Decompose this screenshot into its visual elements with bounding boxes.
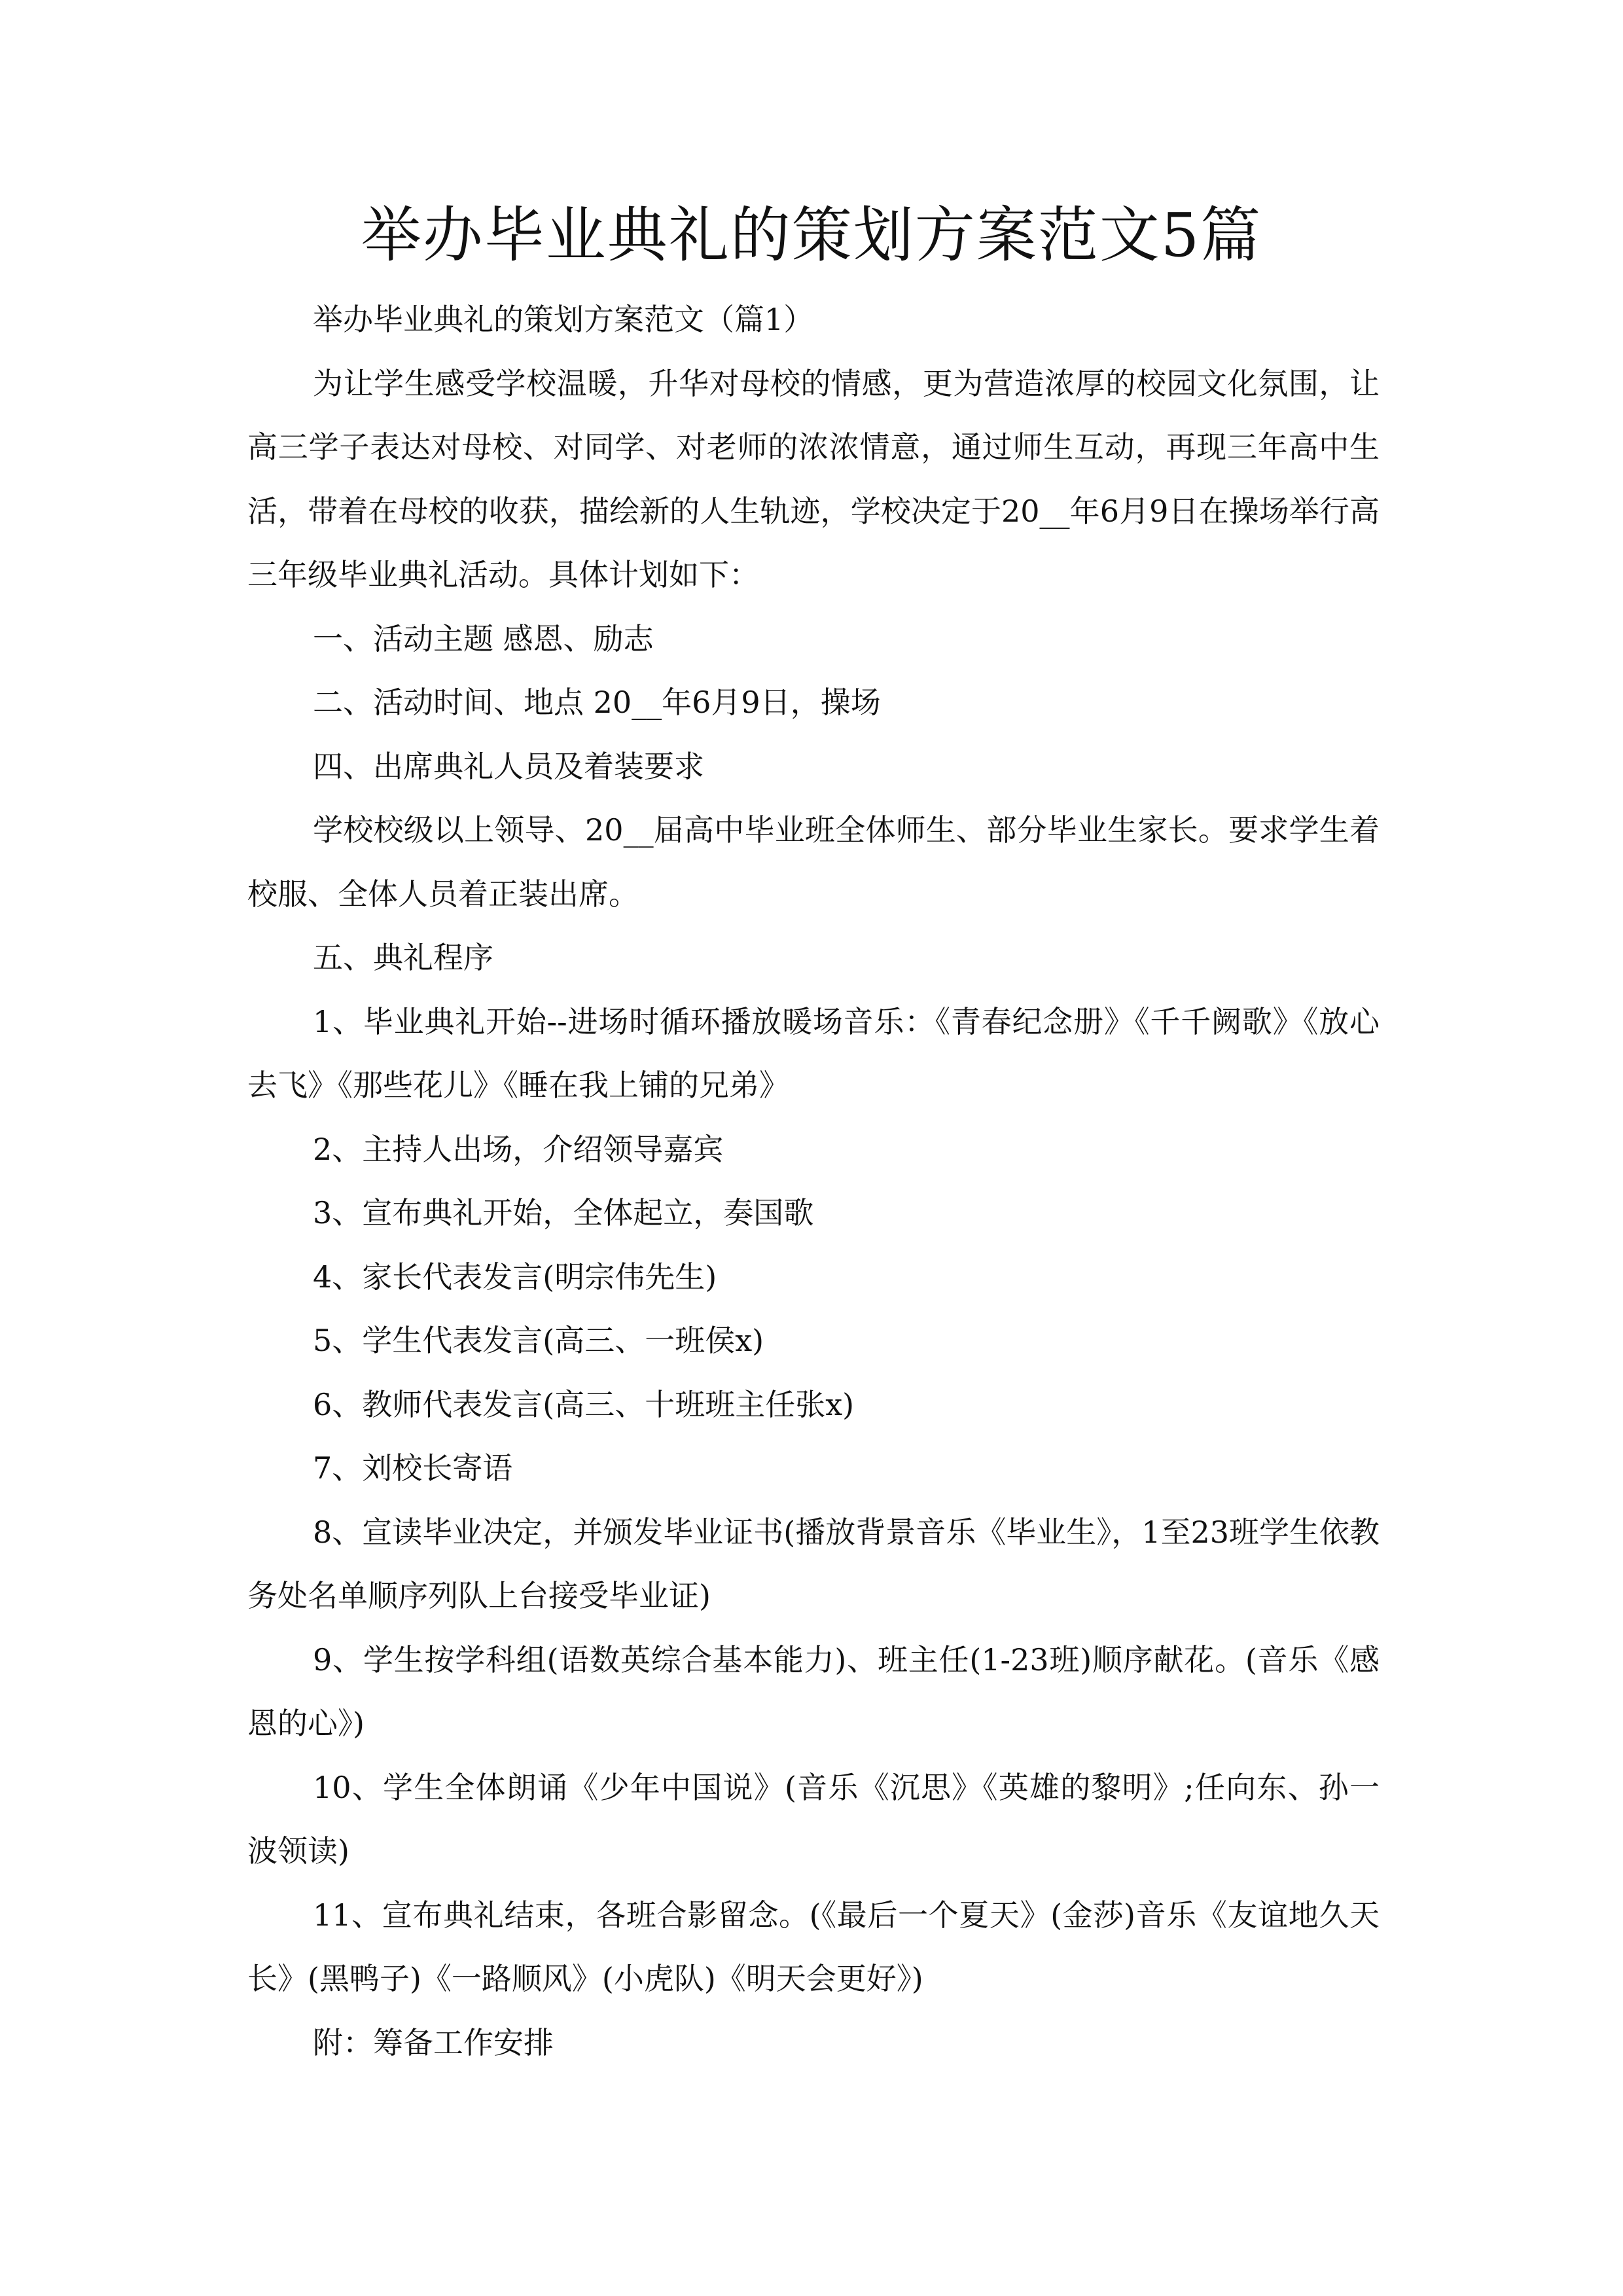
- procedure-item: 11、宣布典礼结束，各班合影留念。(《最后一个夏天》(金莎)音乐《友谊地久天长》(黑鸭子)《一路顺风》(小虎队)《明天会更好》): [247, 1897, 1380, 1996]
- intro-paragraph: 为让学生感受学校温暖，升华对母校的情感，更为营造浓厚的校园文化氛围，让高三学子表达对母校、对同学、对老师的浓浓情意，通过师生互动，再现三年高中生活，带着在母校的收获，描绘新的人生轨迹，学校决定于20__年6月9日在操场举行高三年级毕业典礼活动。具体计划如下：: [247, 365, 1380, 592]
- procedure-item: 1、毕业典礼开始--进场时循环播放暖场音乐：《青春纪念册》《千千阙歌》《放心去飞》《那些花儿》《睡在我上铺的兄弟》: [247, 1003, 1380, 1103]
- activity-time-place: 二、活动时间、地点 20__年6月9日，操场: [313, 685, 881, 720]
- ceremony-procedure-heading: 五、典礼程序: [313, 940, 493, 975]
- section-heading: 举办毕业典礼的策划方案范文（篇1）: [313, 302, 814, 337]
- procedure-item: 3、宣布典礼开始，全体起立，奏国歌: [313, 1195, 814, 1230]
- procedure-item: 6、教师代表发言(高三、十班班主任张x): [313, 1386, 855, 1422]
- activity-theme: 一、活动主题 感恩、励志: [313, 620, 654, 656]
- procedure-item: 2、主持人出场，介绍领导嘉宾: [313, 1131, 724, 1167]
- attendees-paragraph: 学校校级以上领导、20__届高中毕业班全体师生、部分毕业生家长。要求学生着校服、全体人员着正装出席。: [247, 812, 1380, 912]
- document-body: [247, 288, 1380, 2075]
- attendees-heading: 四、出席典礼人员及着装要求: [313, 748, 704, 784]
- procedure-item: 8、宣读毕业决定，并颁发毕业证书(播放背景音乐《毕业生》，1至23班学生依教务处名单顺序列队上台接受毕业证): [247, 1514, 1380, 1613]
- procedure-item: 4、家长代表发言(明宗伟先生): [313, 1259, 717, 1295]
- procedure-item: 5、学生代表发言(高三、一班侯x): [313, 1323, 764, 1358]
- document-title: 举办毕业典礼的策划方案范文5篇: [361, 200, 1262, 270]
- procedure-item: 10、学生全体朗诵《少年中国说》(音乐《沉思》《英雄的黎明》;任向东、孙一波领读): [247, 1769, 1380, 1869]
- procedure-item: 9、学生按学科组(语数英综合基本能力)、班主任(1-23班)顺序献花。(音乐《感恩的心》): [247, 1641, 1380, 1741]
- procedure-item: 7、刘校长寄语: [313, 1450, 513, 1486]
- appendix-heading: 附：筹备工作安排: [313, 2024, 554, 2060]
